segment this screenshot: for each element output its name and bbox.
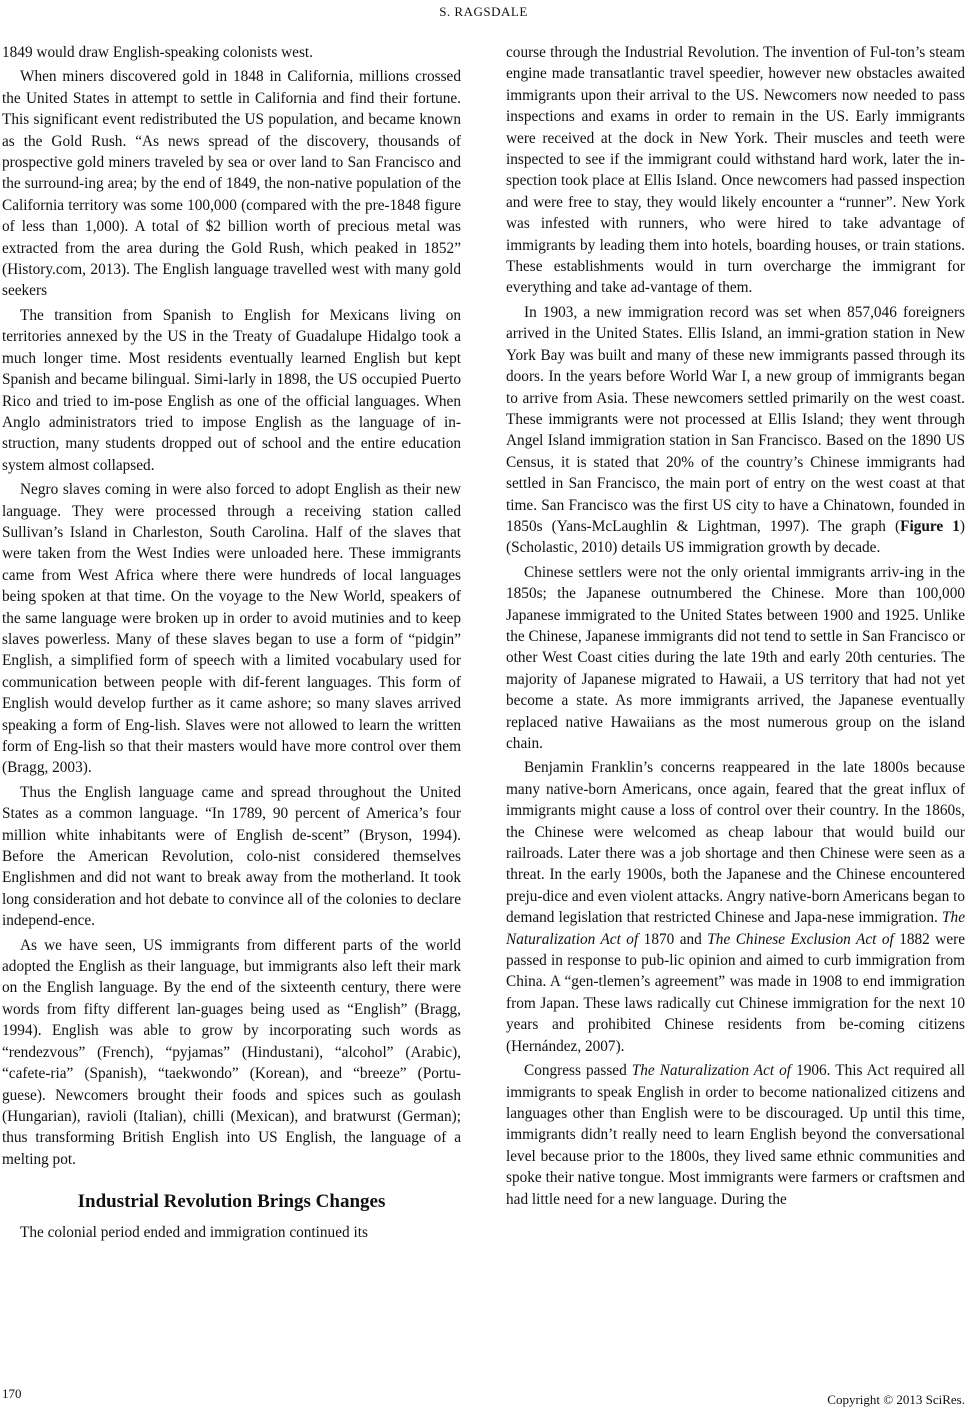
- text: ) (Scholastic, 2010) details US immigration growth by decade.: [506, 517, 966, 557]
- text: 1906. This Act required all immigrants to speak English in order to become nationalized citizens and languages other than English were to be discouraged. Up until this time, immigrants didn’t really need to learn English beyond the conversational level because prior to the 1800s, they lived same ethnic communities and spoke their native tongue. Most immigrants were farmers or craftsmen and had little need for a new language. During the: [506, 1062, 965, 1208]
- paragraph: course through the Industrial Revolution. The invention of Ful-ton’s steam engine made transatlantic travel speedier, however new obstacles awaited immigrants upon their arrival to the US. Newcomers now needed to pass inspections and exams in order to remain in the US. Early immigrants were received at the dock in New York. Their muscles and teeth were inspected to see if the immigrant could withstand hard work, later the in-spection took place at Ellis Island. Once newcomers had passed inspection and were free to stay, they would likely encounter a “runner”. New York was infested with runners, who were hired to take advantage of immigrants by leading them into hotels, boarding houses, or train stations. These establishments would in turn overcharge the immigrant for everything and take ad-vantage of them.: [506, 44, 965, 297]
- text: Benjamin Franklin’s concerns reappeared in the late 1800s because many native-born Americans, once again, feared that the great influx of immigrants might cause a loss of control over their country. In the 1860s, the Chinese were welcomed as cheap labour that would build our railroads. Later there was a job shortage and then Chinese were seen as a threat. In the early 1900s, both the Japanese and the Chinese encountered preju-dice and even violent attacks. Angry native-born Americans began to demand legislation that restricted Chinese and Japa-nese immigration.: [506, 759, 965, 927]
- paragraph: The colonial period ended and immigration continued its: [20, 1224, 368, 1242]
- paragraph: The transition from Spanish to English for Mexicans living on territories annexed by the US in the Treaty of Guadalupe Hidalgo took a much longer time. Most residents eventually learned English but kept Spanish and became bilingual. Simi-larly in 1898, the US occupied Puerto Rico and tried to im-pose English as one of the official languages. When Anglo administrators tried to impose English as the language of in-struction, many students dropped out of school and the entire education system almost collapsed.: [2, 306, 461, 474]
- act-title: The Naturalization Act of: [506, 909, 965, 948]
- text: In 1903, a new immigration record was set when 857,046 foreigners arrived in the United States. Ellis Island, an immi-gration station in New York Bay was built and many of these new immigrants passed through its doors. In the years before World War I, a new group of immigrants began to arrive from Asia. These newcomers settled primarily on the west coast. These immigrants were not processed at Ellis Island; they went through Angel Island immigration station in San Francisco. Based on the 1890 US Census, it is stated that 20% of the country’s Chinese immigrants had settled in San Francisco, the main port of entry on the west coast at that time. San Francisco was the first US city to have a Chinatown, founded in 1850s (Yans-McLaughlin & Lightman, 1997). The graph (: [506, 303, 965, 535]
- act-title: The Chinese Exclusion Act of: [707, 930, 894, 948]
- right-column: [506, 42, 965, 1210]
- page-number: 170: [2, 1386, 22, 1401]
- paragraph: Chinese settlers were not the only oriental immigrants arriv-ing in the 1850s; the Japanese outnumbered the Chinese. More than 100,000 Japanese immigrated to the United States between 1900 and 1925. Unlike the Chinese, Japanese immigrants did not tend to settle in San Francisco or other West Coast cities during the late 19th and early 20th centuries. The majority of Japanese migrated to Hawaii, a US territory that had not yet become a state. As more immigrants arrived, the Japanese eventually replaced native Hawaiians as the most numerous group on the island chain.: [506, 563, 965, 752]
- paragraph: Thus the English language came and spread throughout the United States as a common language. “In 1789, 90 percent of America’s four million white inhabitants were of English de-scent” (Bryson, 1994). Before the American Revolution, colo-nist considered themselves Englishmen and did not want to break away from the motherland. It took long consideration and hot debate to convince all of the colonies to declare independ-ence.: [2, 783, 461, 930]
- figure-reference[interactable]: Figure 1: [900, 517, 960, 535]
- paragraph: 1849 would draw English-speaking colonists west.: [2, 44, 314, 61]
- section-heading: Industrial Revolution Brings Changes: [77, 1191, 386, 1213]
- paragraph: [506, 302, 965, 559]
- paragraph: Negro slaves coming in were also forced to adopt English as their new language. They were processed through a receiving station called Sullivan’s Island in Charleston, South Carolina. Half of the slaves that were taken from the West Indies were unloaded here. These immigrants came from West Africa where there were hundreds of local languages being spoken at that time. On the voyage to the New World, speakers of the same language were broken up in order to avoid mutinies and to keep slaves powerless. Many of these slaves began to use a form of “pidgin” English, a simplified form of speech with a limited vocabulary used for communication between people with dif-ferent languages. This form of English would develop further as it came ashore; so many slaves arrived speaking a form of Eng-lish. Slaves were not allowed to learn the written form of Eng-lish so that their masters would have more control over them (Bragg, 2003).: [2, 481, 461, 777]
- left-column: [2, 42, 461, 1244]
- running-header: S. RAGSDALE: [439, 4, 528, 19]
- text: Congress passed: [524, 1062, 632, 1080]
- act-title: The Naturalization Act of: [631, 1062, 792, 1080]
- copyright-notice: Copyright © 2013 SciRes.: [827, 1392, 965, 1407]
- paragraph: When miners discovered gold in 1848 in California, millions crossed the United States in attempt to settle in California and find their fortune. This significant event redistributed the US population, and became known as the Gold Rush. “As news spread of the discovery, thousands of prospective gold miners traveled by sea or over land to San Francisco and the surround-ing area; by the end of 1849, the non-native population of the California territory was some 100,000 (compared with the pre-1848 figure of less than 1,000). A total of $2 billion worth of precious metal was extracted from the area during the Gold Rush, which peaked in 1852” (History.com, 2013). The English language travelled west with many gold seekers: [2, 68, 461, 300]
- text: 1882 were passed in response to pub-lic opinion and aimed to curb immigration from China. A “gen-tlemen’s agreement” was made in 1908 to end immigration from Japan. These laws radically cut Chinese immigration for the next 10 years and prohibited Chinese residents from be-coming citizens (Hernández, 2007).: [506, 930, 965, 1055]
- text: 1870 and: [638, 930, 708, 948]
- paragraph: [506, 1060, 965, 1210]
- paragraph: As we have seen, US immigrants from different parts of the world adopted the English as their language, but immigrants also left their mark on the English language. By the end of the sixteenth century, there were words from fifty different lan-guages being used as “English” (Bragg, 1994). English was able to grow by incorporating such words as “rendezvous” (French), “pyjamas” (Hindustani), “alcohol” (Arabic), “cafete-ria” (Spanish), “taekwondo” (Korean), and “breeze” (Portu-guese). Newcomers brought their foods and spices such as goulash (Hungarian), ravioli (Italian), chilli (Mexican), and bratwurst (German); thus transforming British English into US English, the language of a melting pot.: [2, 936, 461, 1168]
- paragraph: [506, 757, 965, 1057]
